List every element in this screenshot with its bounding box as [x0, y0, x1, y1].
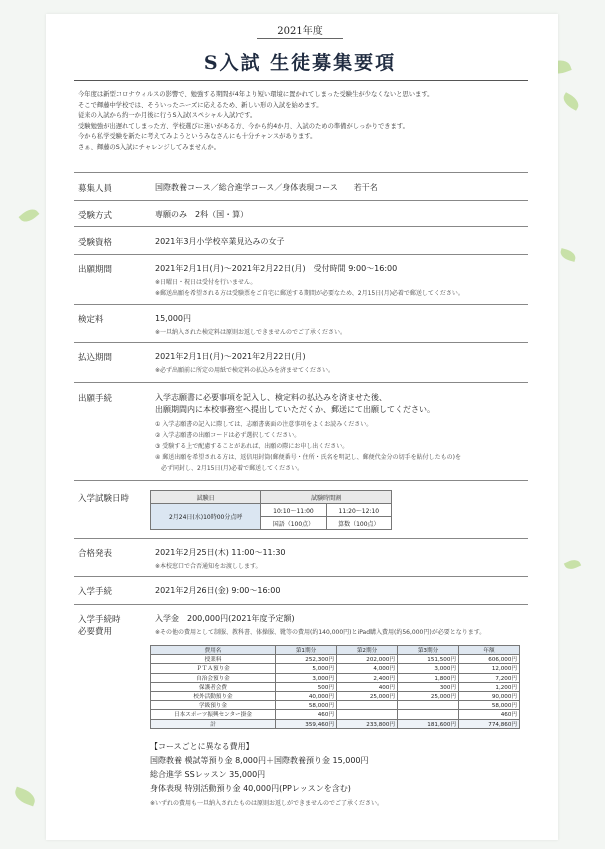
fee-name: 保護者会費: [151, 682, 276, 691]
exam-schedule-table: [150, 490, 392, 530]
table-cell: 国語（100点）: [261, 517, 326, 530]
table-header: 第2期分: [337, 646, 398, 655]
procedure-line: 出願期間内に本校事務室へ提出していただくか、郵送にて出願してください。: [155, 405, 435, 414]
table-cell: 58,000円: [276, 701, 337, 710]
table-cell: [398, 701, 459, 710]
page-title: S入試 生徒募集要項: [203, 52, 397, 74]
table-row: [151, 691, 520, 700]
intro-line: 従来の入試から約一か月後に行うS入試(スペシャル入試)です。: [78, 112, 257, 119]
leaf-decoration: [12, 787, 37, 807]
leaf-decoration: [564, 557, 581, 571]
note: ② 入学志願書の出願コードは必ず選択してください。: [155, 432, 301, 439]
divider: [74, 304, 528, 305]
divider: [74, 226, 528, 227]
table-cell: 400円: [337, 682, 398, 691]
row-label-exam-fee: 検定料: [78, 315, 104, 325]
table-row: [151, 710, 520, 719]
table-cell: 300円: [398, 682, 459, 691]
table-cell: 3,000円: [276, 673, 337, 682]
row-label-procedure: 出願手続: [78, 394, 113, 404]
table-cell: 11:20～12:10: [326, 504, 391, 517]
fee-name: 授業料: [151, 655, 276, 664]
table-cell: 500円: [276, 682, 337, 691]
intro-line: 今年度は新型コロナウィルスの影響で、勉強する期間が4年より短い環境に置かれてしまった受験生が少なくないと思います。: [78, 91, 434, 98]
table-cell: 12,000円: [459, 664, 520, 673]
divider: [74, 200, 528, 201]
divider: [74, 254, 528, 255]
leaf-decoration: [19, 206, 40, 226]
table-cell: 252,300円: [276, 655, 337, 664]
note: ③ 受験する上で配慮することがあれば、出願の際にお申し出ください。: [155, 443, 349, 450]
row-label-recruit: 募集人員: [78, 184, 113, 194]
fee-name: 自治会預り金: [151, 673, 276, 682]
table-cell: 233,800円: [337, 719, 398, 728]
note: ※日曜日・祝日は受付を行いません。: [155, 279, 257, 286]
table-row: [151, 682, 520, 691]
table-cell: 359,460円: [276, 719, 337, 728]
table-cell: 算数（100点）: [326, 517, 391, 530]
table-cell: 25,000円: [398, 691, 459, 700]
row-value-enroll-fee: 入学金 200,000円(2021年度予定額): [155, 614, 295, 623]
table-cell: 25,000円: [337, 691, 398, 700]
row-value-qualification: 2021年3月小学校卒業見込みの女子: [155, 237, 285, 246]
table-row-total: [151, 719, 520, 728]
note: ※本校窓口で合否通知をお渡しします。: [155, 563, 262, 570]
note: ※一旦納入された検定料は原則お返しできませんのでご了承ください。: [155, 329, 347, 336]
row-label-apply-period: 出願期間: [78, 265, 113, 275]
leaf-decoration: [559, 248, 577, 262]
year-label: 2021年度: [257, 22, 343, 39]
table-cell: 4,000円: [337, 664, 398, 673]
table-cell: 202,000円: [337, 655, 398, 664]
row-label-payment-period: 払込期間: [78, 353, 113, 363]
table-header: 第3期分: [398, 646, 459, 655]
table-row: [151, 701, 520, 710]
table-header: 年額: [459, 646, 520, 655]
row-value-announce: 2021年2月25日(木) 11:00～11:30: [155, 548, 286, 557]
fee-name: 計: [151, 719, 276, 728]
table-cell: 606,000円: [459, 655, 520, 664]
divider: [74, 342, 528, 343]
divider: [74, 80, 528, 81]
row-label-announce: 合格発表: [78, 549, 113, 559]
table-cell: 1,200円: [459, 682, 520, 691]
note: ※郵送出願を希望される方は受験票をご自宅に郵送する期間が必要なため、2月15日(月)必着で郵送してください。: [155, 290, 464, 297]
table-header: 第1期分: [276, 646, 337, 655]
row-label-qualification: 受験資格: [78, 238, 113, 248]
row-label-enroll-fee: 必要費用: [78, 627, 113, 637]
note: ※いずれの費用も一旦納入されたものは原則お返しができませんのでご了承ください。: [150, 800, 384, 807]
table-row: [151, 655, 520, 664]
table-cell: [337, 710, 398, 719]
table-cell: [398, 710, 459, 719]
intro-line: そこで輝藤中学校では、そういったニーズに応えるため、新しい形の入試を始めます。: [78, 101, 323, 109]
course-fee-line: 身体表現 特別活動預り金 40,000円(PPレッスンを含む): [150, 784, 351, 793]
fee-name: ＰＴＡ預り金: [151, 664, 276, 673]
intro-line: 受験勉強が出遅れてしまった方、学校選びに迷いがある方、今から約4か月、入試のための準備がしっかりできます。: [78, 122, 409, 130]
course-fees-heading: 【コースごとに異なる費用】: [150, 742, 254, 751]
divider: [74, 480, 528, 481]
row-value-exam-fee: 15,000円: [155, 314, 191, 323]
divider: [74, 172, 528, 173]
fee-name: 日本スポーツ振興センター掛金: [151, 710, 276, 719]
table-header: 試験日: [151, 491, 261, 504]
table-cell: 151,500円: [398, 655, 459, 664]
table-cell: 774,860円: [459, 719, 520, 728]
course-fee-line: 国際教養 模試等預り金 8,000円＋国際教養預り金 15,000円: [150, 756, 369, 765]
divider: [74, 604, 528, 605]
table-cell: 5,000円: [276, 664, 337, 673]
procedure-line: 入学志願書に必要事項を記入し、検定料の払込みを済ませた後、: [155, 393, 387, 402]
table-cell: 10:10～11:00: [261, 504, 326, 517]
table-cell: [337, 701, 398, 710]
exam-day: 2月24日(水)10時00分点呼: [151, 504, 261, 530]
intro-text: [78, 90, 528, 153]
intro-line: 今から私学受験を新たに考えてみようというみなさんにも十分チャンスがあります。: [78, 133, 317, 140]
table-cell: 181,600円: [398, 719, 459, 728]
divider: [74, 538, 528, 539]
note: ① 入学志願書の記入に際しては、志願書裏面の注意事項をよくお読みください。: [155, 421, 373, 428]
table-cell: 3,000円: [398, 664, 459, 673]
row-label-enroll: 入学手続: [78, 587, 113, 597]
divider: [74, 576, 528, 577]
row-value-enroll: 2021年2月26日(金) 9:00～16:00: [155, 586, 281, 595]
note: 必ず同封し、2月15日(月)必着で郵送してください。: [155, 465, 304, 472]
row-label-method: 受験方式: [78, 211, 113, 221]
note: ④ 郵送出願を希望される方は、返信用封筒(郵便番号・住所・氏名を明記し、郵便代金分の切手を貼付したもの)を: [155, 454, 461, 461]
table-cell: 1,800円: [398, 673, 459, 682]
course-fee-line: 総合進学 SSレッスン 35,000円: [150, 770, 266, 779]
note: ※その他の費用として制服、教科書、体操服、靴等の費用(約140,000円)とiPad購入費用(約56,000円)が必要となります。: [155, 629, 486, 636]
table-cell: 460円: [276, 710, 337, 719]
table-cell: 460円: [459, 710, 520, 719]
divider: [74, 382, 528, 383]
table-cell: 58,000円: [459, 701, 520, 710]
row-value-apply-period: 2021年2月1日(月)～2021年2月22日(月) 受付時間 9:00～16:00: [155, 264, 398, 273]
row-value-payment-period: 2021年2月1日(月)～2021年2月22日(月): [155, 352, 306, 361]
note: ※必ず出願前に所定の用紙で検定料の払込みを済ませてください。: [155, 367, 335, 374]
row-label-exam-date: 入学試験日時: [78, 494, 130, 504]
leaf-decoration: [560, 92, 581, 111]
row-value-method: 専願のみ 2科（国・算）: [155, 210, 249, 219]
table-cell: 7,200円: [459, 673, 520, 682]
table-cell: 90,000円: [459, 691, 520, 700]
table-cell: 40,000円: [276, 691, 337, 700]
fees-table: [150, 645, 520, 729]
table-header: 費用名: [151, 646, 276, 655]
row-value-recruit: 国際教養コース／総合進学コース／身体表現コース 若干名: [155, 183, 378, 192]
table-cell: 2,400円: [337, 673, 398, 682]
table-row: [151, 664, 520, 673]
table-header: 試験時間割: [261, 491, 392, 504]
row-label-enroll-fee: 入学手続時: [78, 615, 121, 625]
table-row: [151, 673, 520, 682]
fee-name: 学級預り金: [151, 701, 276, 710]
intro-line: さぁ、輝藤のS入試にチャレンジしてみませんか。: [78, 143, 221, 151]
fee-name: 校外活動預り金: [151, 691, 276, 700]
